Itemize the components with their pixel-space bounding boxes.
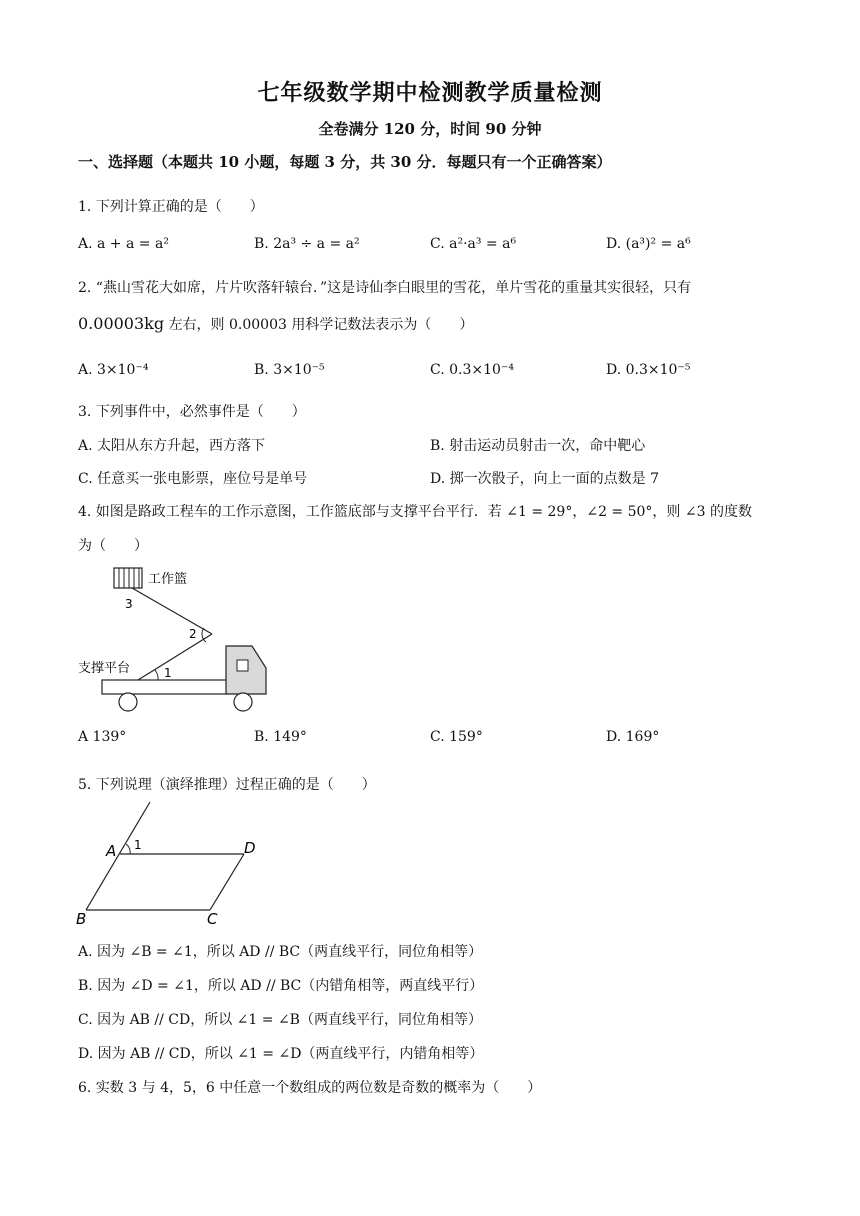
section-heading: 一、选择题（本题共 10 小题，每题 3 分，共 30 分．每题只有一个正确答案） — [78, 153, 612, 171]
support-platform — [102, 680, 228, 694]
q3-option-d: D. 掷一次骰子，向上一面的点数是 7 — [430, 471, 659, 487]
q1-option-b: B. 2a³ ÷ a = a² — [254, 236, 360, 252]
q4-truck-figure — [76, 562, 276, 714]
point-c-label: C — [207, 910, 218, 928]
page-subtitle: 全卷满分 120 分，时间 90 分钟 — [318, 120, 542, 138]
angle1-arc — [126, 844, 130, 854]
q5-option-a: A. 因为 ∠B = ∠1，所以 AD // BC（两直线平行，同位角相等） — [78, 944, 483, 960]
q5-stem: 5. 下列说理（演绎推理）过程正确的是（ ） — [78, 777, 376, 793]
angle2-label: 2 — [189, 627, 197, 641]
line-dc — [210, 854, 244, 910]
point-a-label: A — [106, 842, 117, 860]
q5-parallelogram-figure — [74, 798, 274, 930]
q4-option-b: B. 149° — [254, 729, 307, 745]
q3-option-c: C. 任意买一张电影票，座位号是单号 — [78, 471, 308, 487]
point-d-label: D — [244, 839, 256, 857]
q1-option-c: C. a²·a³ = a⁶ — [430, 236, 517, 252]
basket-label: 工作篮 — [148, 572, 188, 587]
q4-stem-line1: 4. 如图是路政工程车的工作示意图，工作篮底部与支撑平台平行．若 ∠1 = 29°，∠2 = 50°，则 ∠3 的度数 — [78, 504, 752, 520]
line-ab — [86, 802, 150, 910]
q4-option-a: A 139° — [78, 729, 127, 745]
upper-arm — [132, 588, 212, 634]
angle1-arc — [155, 670, 158, 680]
front-wheel — [234, 693, 252, 711]
angle3-label: 3 — [125, 597, 133, 611]
q5-option-c: C. 因为 AB // CD，所以 ∠1 = ∠B（两直线平行，同位角相等） — [78, 1012, 482, 1028]
cab-window — [237, 660, 248, 671]
q5-option-b: B. 因为 ∠D = ∠1，所以 AD // BC（内错角相等，两直线平行） — [78, 978, 484, 994]
q4-option-d: D. 169° — [606, 729, 660, 745]
q5-option-d: D. 因为 AB // CD，所以 ∠1 = ∠D（两直线平行，内错角相等） — [78, 1046, 484, 1062]
page-title: 七年级数学期中检测教学质量检测 — [257, 80, 603, 106]
q1-stem: 1. 下列计算正确的是（ ） — [78, 199, 264, 215]
lower-arm — [138, 634, 212, 680]
q3-stem: 3. 下列事件中，必然事件是（ ） — [78, 404, 306, 420]
q2-stem-rest: 左右，则 0.00003 用科学记数法表示为（ ） — [168, 317, 474, 333]
q2-stem-line1: 2. “燕山雪花大如席，片片吹落轩辕台．”这是诗仙李白眼里的雪花，单片雪花的重量其实很轻，只有 — [78, 280, 692, 296]
q4-stem-line2: 为（ ） — [78, 538, 148, 554]
angle1-label: 1 — [134, 838, 142, 852]
q2-option-a: A. 3×10⁻⁴ — [78, 362, 149, 378]
q2-option-c: C. 0.3×10⁻⁴ — [430, 362, 514, 378]
q2-option-d: D. 0.3×10⁻⁵ — [606, 362, 691, 378]
q1-option-a: A. a + a = a² — [78, 236, 169, 252]
q3-option-b: B. 射击运动员射击一次，命中靶心 — [430, 438, 646, 454]
q4-option-c: C. 159° — [430, 729, 483, 745]
q2-mass-value: 0.00003kg — [78, 314, 165, 333]
point-b-label: B — [76, 910, 87, 928]
q1-option-d: D. (a³)² = a⁶ — [606, 236, 691, 252]
platform-label: 支撑平台 — [78, 661, 131, 676]
work-basket — [114, 568, 142, 588]
angle1-label: 1 — [164, 666, 172, 680]
rear-wheel — [119, 693, 137, 711]
q6-stem: 6. 实数 3 与 4，5，6 中任意一个数组成的两位数是奇数的概率为（ ） — [78, 1080, 542, 1096]
q2-option-b: B. 3×10⁻⁵ — [254, 362, 325, 378]
q2-stem-line2 — [78, 314, 788, 334]
q3-option-a: A. 太阳从东方升起，西方落下 — [78, 438, 266, 454]
